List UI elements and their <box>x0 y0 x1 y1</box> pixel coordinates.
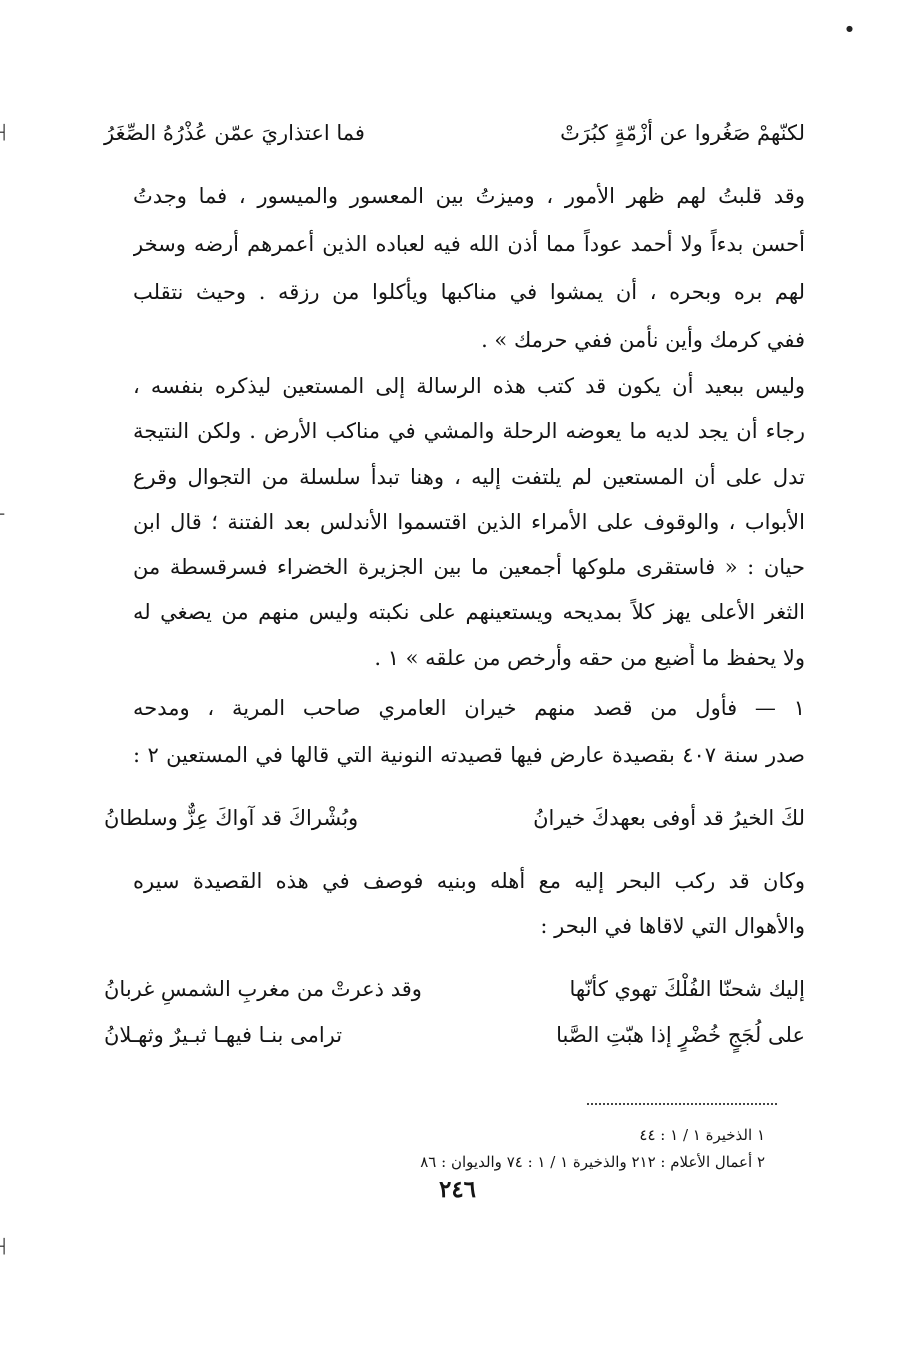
footnote: ٢ أعمال الأعلام : ٢١٢ والذخيرة ١ / ١ : ٧٤ والديوان : ٨٦ <box>420 1153 765 1171</box>
paragraph-line: الأبواب ، والوقوف على الأمراء الذين اقتسموا الأندلس بعد الفتنة ؛ قال ابن <box>133 510 805 534</box>
verse-second-hemistich: وقد ذعرتْ من مغربِ الشمسِ غربانُ <box>104 977 422 1001</box>
paragraph-line: حيان : « فاستقرى ملوكها أجمعين ما بين الجزيرة الخضراء فسرقسطة من <box>133 555 805 579</box>
paragraph-line: ١ — فأول من قصد منهم خيران العامري صاحب المرية ، ومدحه <box>133 696 805 720</box>
paragraph-line: تدل على أن المستعين لم يلتفت إليه ، وهنا تبدأ سلسلة من التجوال وقرع <box>133 465 805 489</box>
page-number: ٢٤٦ <box>438 1176 477 1203</box>
scan-edge-mark: ┤ <box>0 1239 9 1255</box>
verse-second-hemistich: وبُشْراكَ قد آواكَ عِزٌّ وسلطانُ <box>104 806 359 830</box>
paragraph-line: ولا يحفظ ما أُضيع من حقه وأرخص من علقه » ١ . <box>374 646 805 670</box>
paragraph-line: صدر سنة ٤٠٧ بقصيدة عارض فيها قصيدته النونية التي قالها في المستعين ٢ : <box>133 743 805 767</box>
paragraph-line: وكان قد ركب البحر إليه مع أهله وبنيه فوصف في هذه القصيدة سيره <box>133 869 805 893</box>
verse-second-hemistich: ترامى بنـا فيهـا ثبـيرٌ وثهـلانُ <box>104 1023 343 1047</box>
paragraph-line: الثغر الأعلى يهز كلاً بمديحه ويستعينهم على نكبته وليس منهم من يصغي له <box>133 600 805 624</box>
paragraph-line: وليس ببعيد أن يكون قد كتب هذه الرسالة إلى المستعين ليذكره بنفسه ، <box>133 374 805 398</box>
verse-first-hemistich: لكنّهمْ صَغُروا عن أزْمّةٍ كبُرَتْ <box>560 121 805 145</box>
verse-second-hemistich: فما اعتذاريَ عمّن عُذْرُهُ الصِّغَرُ <box>104 121 365 145</box>
verse-first-hemistich: إليك شحنّا الفُلْكَ تهوي كأنّها <box>569 977 805 1001</box>
paragraph-line: والأهوال التي لاقاها في البحر : <box>540 914 805 938</box>
paragraph-line: أحسن بدءاً ولا أحمد عوداً مما أذن الله فيه لعباده الذين أعمرهم أرضه وسخر <box>133 232 805 256</box>
paragraph-line: لهم بره وبحره ، أن يمشوا في مناكبها ويأكلوا من رزقه . وحيث نتقلب <box>133 280 805 304</box>
footnote-separator <box>587 1103 777 1105</box>
paragraph-line: وقد قلبتُ لهم ظهر الأمور ، وميزتُ بين المعسور والميسور ، فما وجدتُ <box>133 184 805 208</box>
verse-first-hemistich: لكَ الخيرُ قد أوفى بعهدكَ خيرانُ <box>533 806 805 830</box>
footnote: ١ الذخيرة ١ / ١ : ٤٤ <box>639 1126 765 1144</box>
scan-edge-mark: ╴ <box>0 507 9 523</box>
scan-dot: ● <box>846 24 853 33</box>
verse-first-hemistich: على لُجَجٍ خُضْرٍ إذا هبّتِ الصَّبا <box>556 1023 805 1047</box>
paragraph-line: رجاء أن يجد لديه ما يعوضه الرحلة والمشي في مناكب الأرض . ولكن النتيجة <box>133 419 805 443</box>
scan-edge-mark: ┤ <box>0 125 9 141</box>
paragraph-line: ففي كرمك وأين نأمن ففي حرمك » . <box>481 328 805 352</box>
